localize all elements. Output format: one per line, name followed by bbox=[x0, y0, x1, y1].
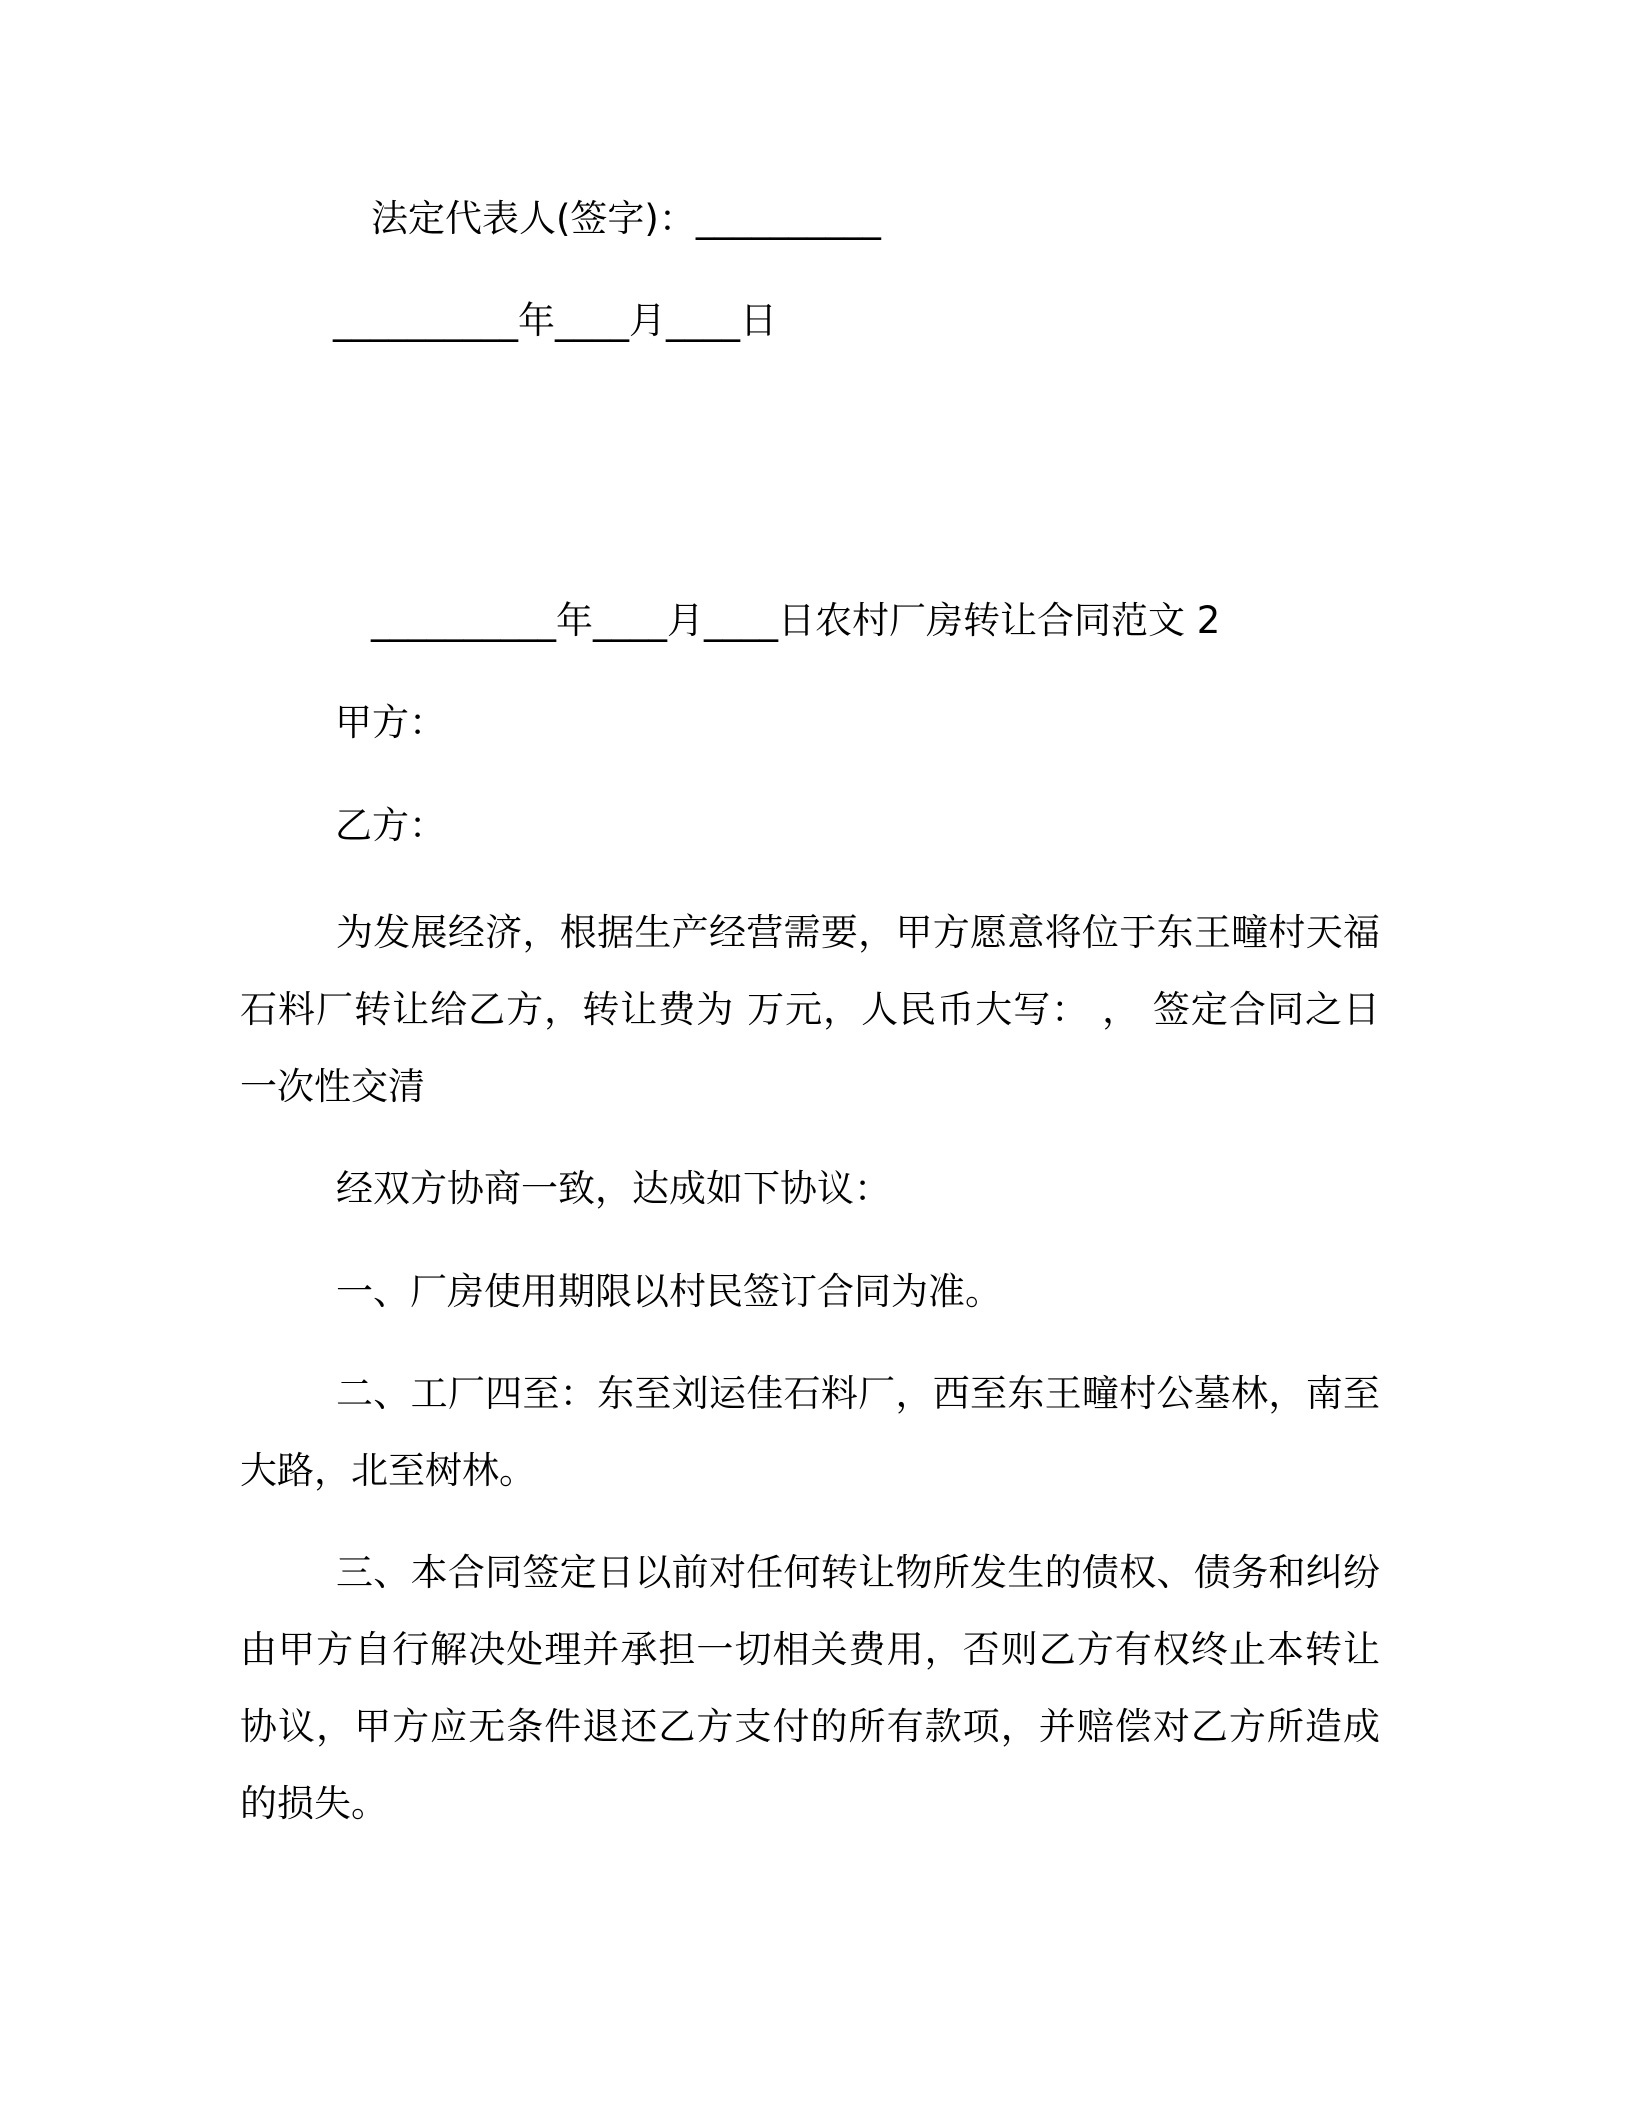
clause-2-paragraph: 二、工厂四至：东至刘运佳石料厂，西至东王疃村公墓林，南至大路，北至树林。 bbox=[240, 1372, 1380, 1492]
party-a-label: 甲方： bbox=[335, 701, 446, 744]
contract-title: __________年____月____日农村厂房转让合同范文 2 bbox=[371, 599, 1221, 642]
signature-date-line: __________年____月____日 bbox=[333, 299, 777, 342]
clause-1-paragraph: 一、厂房使用期限以村民签订合同为准。 bbox=[336, 1270, 1002, 1313]
preamble-paragraph: 为发展经济，根据生产经营需要，甲方愿意将位于东王疃村天福石料厂转让给乙方，转让费为 万元，人民币大写： ， 签定合同之日一次性交清 bbox=[240, 911, 1380, 1108]
party-b-label: 乙方： bbox=[335, 804, 446, 847]
clause-3-paragraph: 三、本合同签定日以前对任何转让物所发生的债权、债务和纠纷由甲方自行解决处理并承担一切相关费用，否则乙方有权终止本转让协议，甲方应无条件退还乙方支付的所有款项，并赔偿对乙方所造成的损失。 bbox=[240, 1551, 1380, 1825]
legal-representative-signature-line: 法定代表人(签字)：__________ bbox=[371, 197, 881, 240]
agreement-intro-paragraph: 经双方协商一致，达成如下协议： bbox=[336, 1167, 891, 1210]
